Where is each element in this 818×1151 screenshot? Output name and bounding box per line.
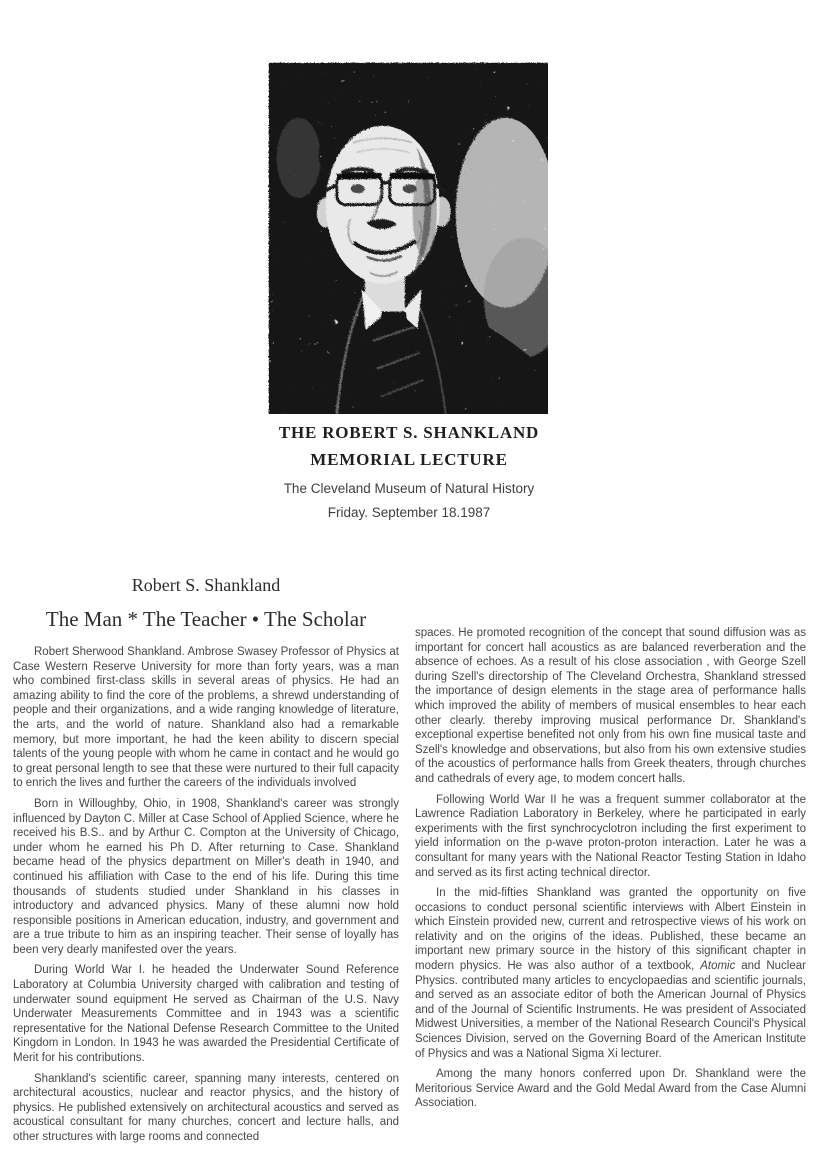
left-column-paragraph-4: Shankland's scientific career, spanning many interests, centered on architectural acoustics, nuclear and reactor physics, and the history of physics. He published extensively on architectural acoustics and served as acoustical consultant for many churches, concert and lecture halls, and other structures with large rooms and connected [13,1072,399,1143]
biography-name-heading: Robert S. Shankland [131,575,281,595]
halftone-portrait-image [268,62,548,414]
biography-subtitle-heading: The Man * The Teacher • The Scholar [45,607,367,631]
right-column-paragraph-3 [415,886,806,1061]
venue-text: The Cleveland Museum of Natural History [283,481,535,496]
biography-left-column [13,645,399,1151]
left-column-paragraph-2: Born in Willoughby, Ohio, in 1908, Shankland's career was strongly influenced by Dayton C. Miller at Case School of Applied Science, where he received his B.S.. and by Arthur C. Compton at the University of Chicago, under whom he earned his Ph D. After returning to Case. Shankland became head of the physics department on Miller's death in 1940, and continued his affiliation with Case to the end of his life. During this time thousands of students studied under Shankland in his classes in introductory and advanced physics. Many of these alumni now hold responsible positions in American education, industry, and government and are a true tribute to him as an inspiring teacher. Their sense of loyally has been very dearly manifested over the years. [13,797,399,956]
lecture-title-line-2: MEMORIAL LECTURE [310,450,508,469]
date-text: Friday. September 18.1987 [327,505,491,520]
biography-right-column [415,626,806,1117]
lecture-title [0,419,818,473]
right-column-paragraph-2: Following World War II he was a frequent summer collaborator at the Lawrence Radiation Laboratory in Berkeley, where he participated in early experiments with the first synchrocyclotron including the first experiment to yield information on the p-wave proton-proton interaction. Later he was a consultant for many years with the National Reactor Testing Station in Idaho and served as its first acting technical director. [415,793,806,879]
venue-date-block [0,477,818,525]
left-column-paragraph-1: Robert Sherwood Shankland. Ambrose Swasey Professor of Physics at Case Western Reserve University for more than forty years, was a man who combined first-class skills in several areas of physics. He had an amazing ability to find the core of the problems, a shrewd understanding of people and their organizations, and a wide ranging knowledge of literature, the arts, and the world of nature. Shankland also had a remarkable memory, but more important, he had the keen ability to discern special talents of the young people with whom he came in contact and he would go to great personal length to see that these were nurtured to their full capacity to enrich the lives and further the careers of the individuals involved [13,646,399,790]
paragraph-text: In the mid-fifties Shankland was granted the opportunity on five occasions to conduct personal scientific interviews with Albert Einstein in which Einstein provided new, current and retrospective views of his work on relativity and on the origins of the ideas. Published, these became an important new primary source in the history of this significant chapter in modern physics. He was also author of a textbook, [415,887,806,973]
book-title-italic: Atomic [700,960,736,973]
left-column-paragraph-3: During World War I. he headed the Underwater Sound Reference Laboratory at Columbia University charged with calibration and testing of underwater sound equipment He served as Chairman of the U.S. Navy Underwater Measurements Committee and in 1943 was a scientific representative for the National Defense Research Committee to the United Kingdom in London. In 1943 he was awarded the Presidential Certificate of Merit for his contributions. [13,964,399,1065]
right-column-paragraph-1: spaces. He promoted recognition of the concept that sound diffusion was as important for concert hall acoustics as are balanced reverberation and the absence of echoes. As a result of his close association , with George Szell during Szell's directorship of The Cleveland Orchestra, Shankland stressed the importance of design elements in the stage area of performance halls which improved the ability of members of musical ensembles to hear each other clearly. thereby improving musical performance Dr. Shankland's exceptional expertise benefited not only from his own fine musical taste and Szell's knowledge and observations, but also from his own extensive studies of the acoustics of performance halls from Greek theaters, through churches and cathedrals of every age, to modem concert halls. [415,627,806,785]
portrait-photo [268,62,548,414]
lecture-title-line-1: THE ROBERT S. SHANKLAND [278,423,540,442]
paragraph-text: and Nuclear Physics. contributed many articles to encyclopaedias and scientific journals, and served as an associate editor of both the American Journal of Physics and of the Journal of Scientific Instruments. He was president of Associated Midwest Universities, a member of the National Research Council's Physical Sciences Division, served on the Governing Board of the American Institute of Physics and was a National Sigma Xi lecturer. [415,960,806,1060]
right-column-paragraph-4: Among the many honors conferred upon Dr. Shankland were the Meritorious Service Award and the Gold Medal Award from the Case Alumni Association. [415,1068,806,1110]
